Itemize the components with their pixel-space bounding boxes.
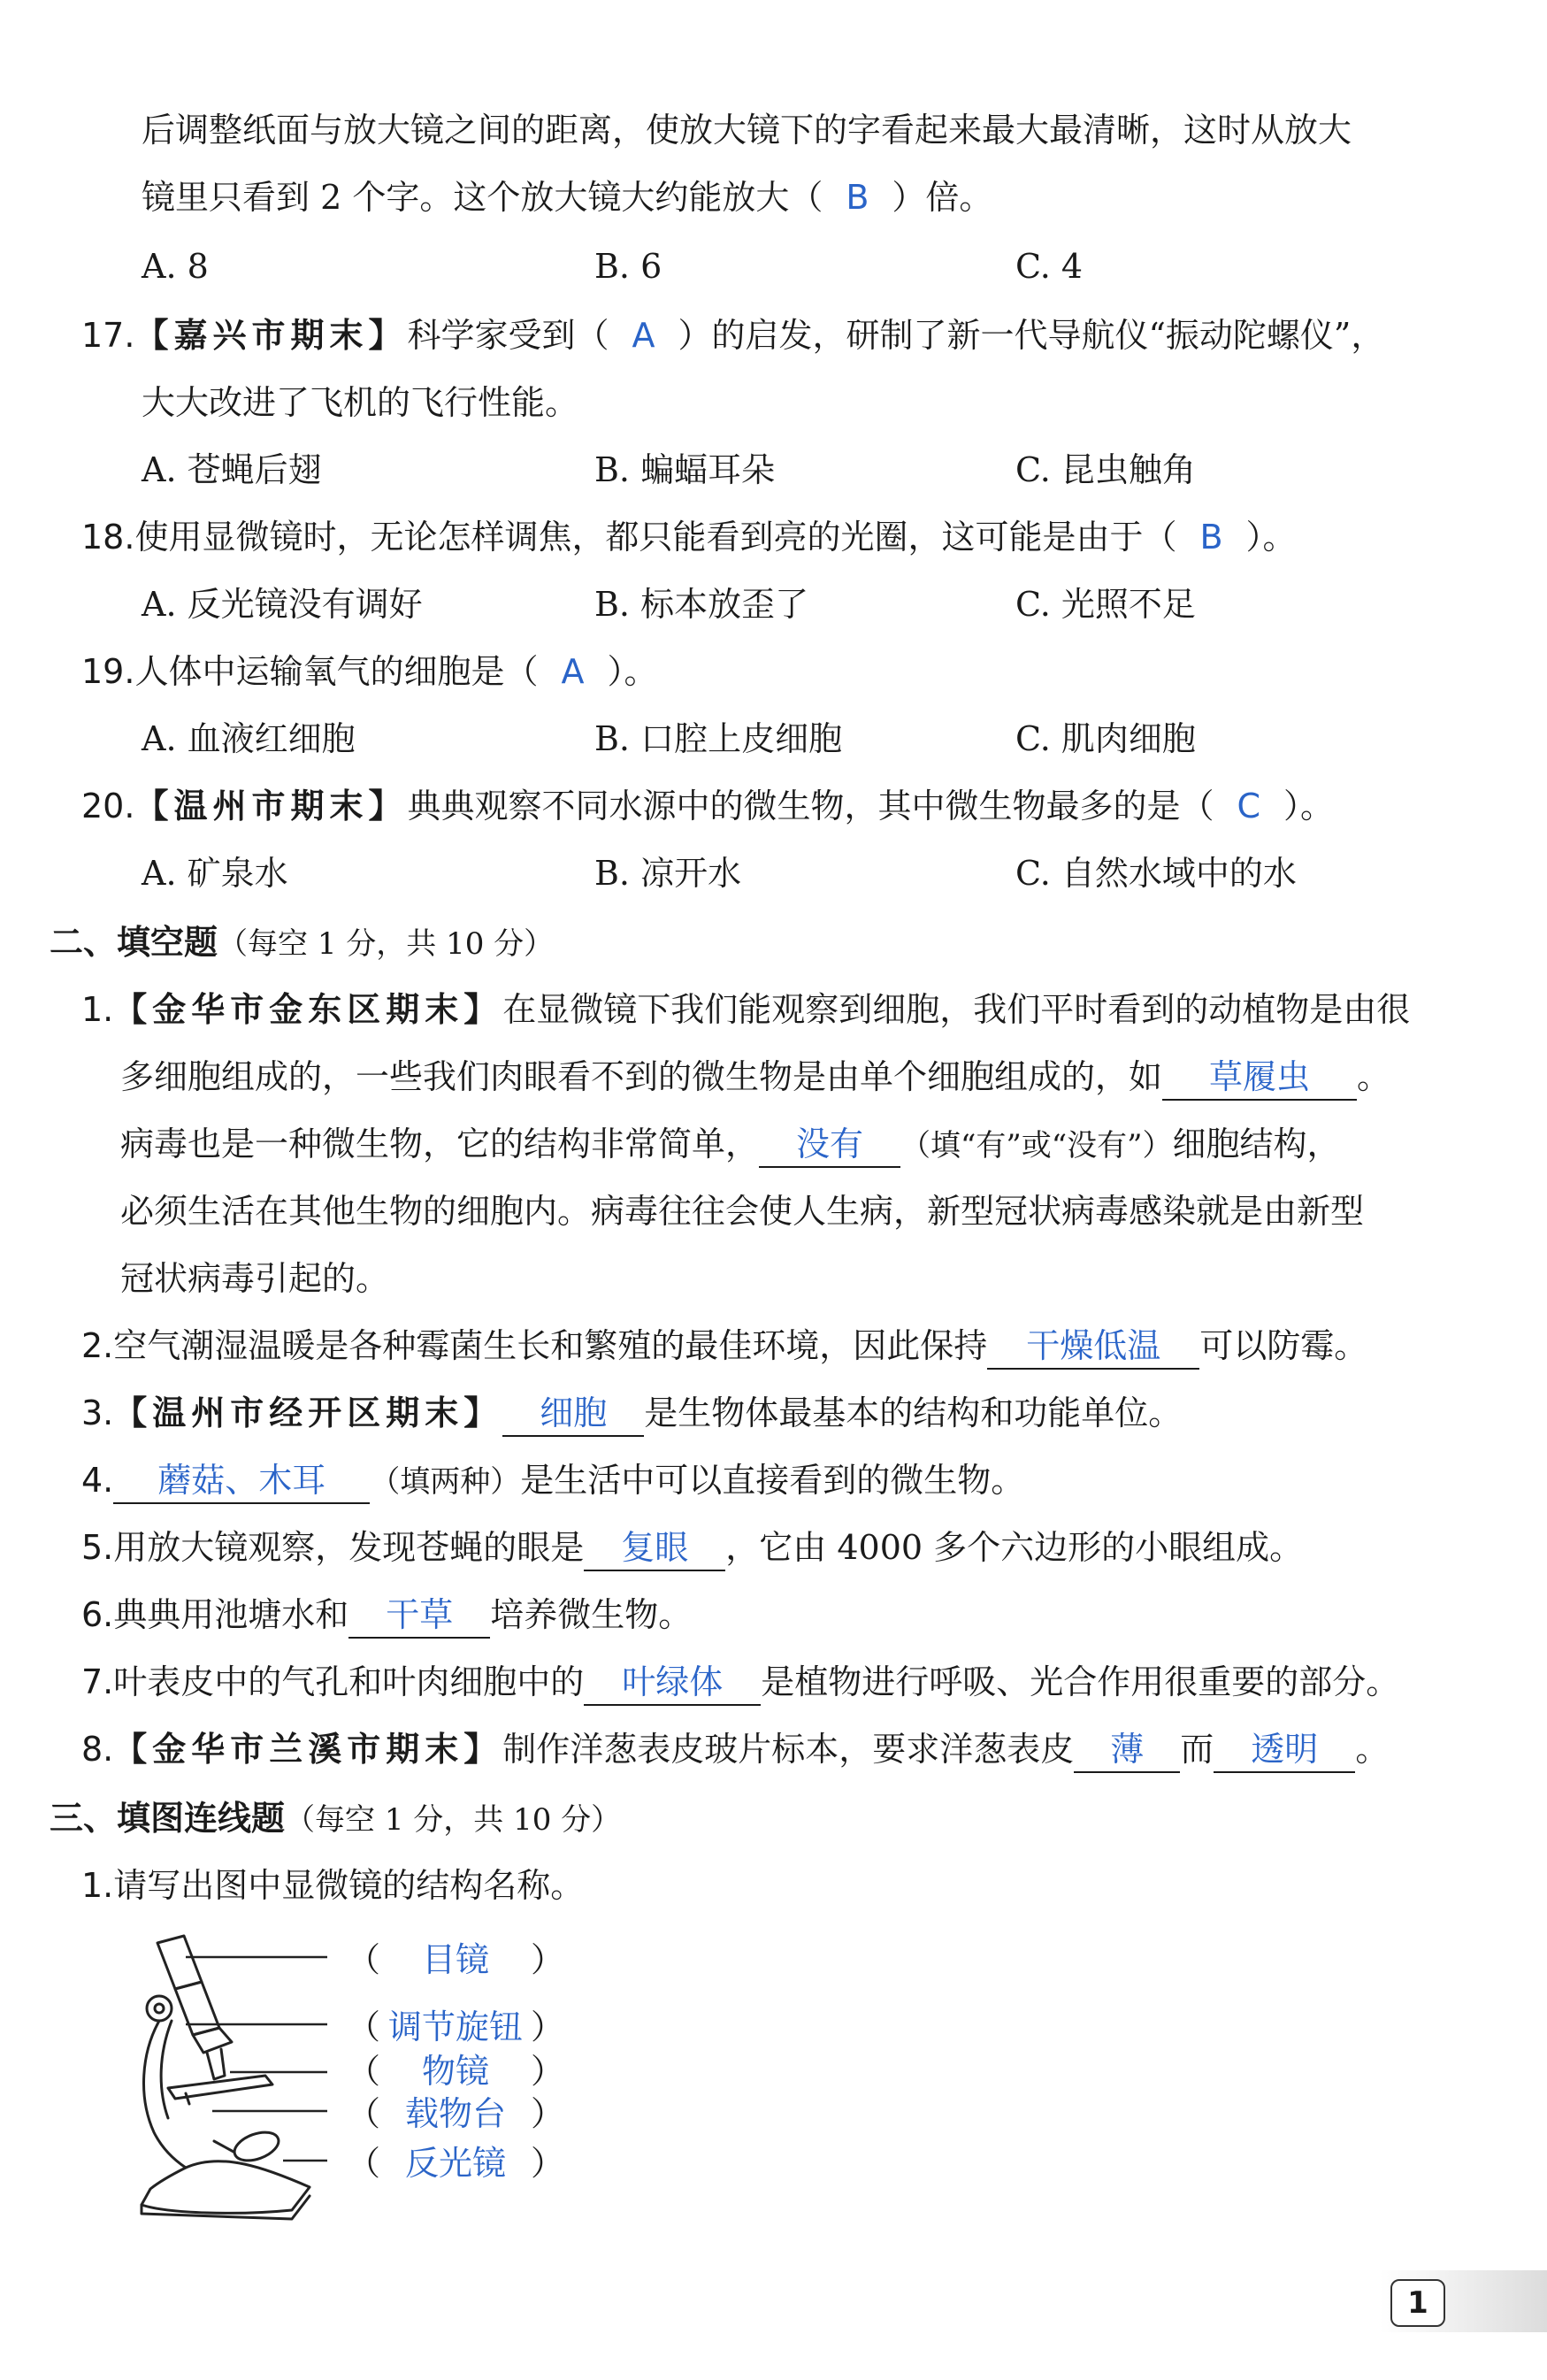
q16-line1: 后调整纸面与放大镜之间的距离，使放大镜下的字看起来最大最清晰，这时从放大: [142, 111, 1352, 150]
fill-1-answer-1: 草履虫: [1162, 1055, 1357, 1101]
section3-heading: 三、填图连线题（每空 1 分，共 10 分）: [50, 1799, 622, 1838]
q19-answer: A: [561, 652, 585, 691]
question-17: 17.【嘉兴市期末】科学家受到（ A ）的启发，研制了新一代导航仪“振动陀螺仪”，: [81, 315, 1385, 355]
q18-answer: B: [1199, 518, 1223, 557]
diagram-leader-lines: [177, 1929, 336, 2194]
q16-option-b: B. 6: [594, 247, 662, 286]
fill-1-line3: 病毒也是一种微生物，它的结构非常简单， 没有 （填“有”或“没有”）细胞结构，: [120, 1122, 1341, 1168]
q16-option-a: A. 8: [142, 247, 209, 286]
label-stage: （ 载物台 ）: [347, 2094, 565, 2133]
question-19: 19.人体中运输氧气的细胞是（ A ）。: [81, 652, 658, 691]
label-focus-knob: （ 调节旋钮 ）: [347, 2008, 565, 2046]
fill-1-line1: 1.【金华市金东区期末】在显微镜下我们能观察到细胞，我们平时看到的动植物是由很: [81, 989, 1411, 1029]
diagram-question-1: 1.请写出图中显微镜的结构名称。: [81, 1866, 585, 1905]
label-objective: （ 物镜 ）: [347, 2052, 565, 2091]
fill-8-source: 【金华市兰溪市期末】: [113, 1729, 503, 1769]
q20-option-b: B. 凉开水: [594, 854, 742, 893]
q20-option-c: C. 自然水域中的水: [1015, 854, 1297, 893]
q19-option-a: A. 血液红细胞: [142, 719, 356, 758]
fill-3-answer: 细胞: [502, 1391, 644, 1437]
q17-option-c: C. 昆虫触角: [1015, 450, 1196, 489]
fill-5: 5.用放大镜观察，发现苍蝇的眼是 复眼 ，它由 4000 多个六边形的小眼组成。: [81, 1525, 1303, 1571]
q16-option-c: C. 4: [1015, 247, 1084, 286]
q17-option-a: A. 苍蝇后翅: [142, 450, 322, 489]
q17-source: 【嘉兴市期末】: [134, 315, 408, 355]
fill-3-source: 【温州市经开区期末】: [113, 1393, 503, 1432]
fill-1-line5: 冠状病毒引起的。: [120, 1259, 390, 1298]
fill-1-source: 【金华市金东区期末】: [113, 989, 503, 1029]
question-20: 20.【温州市期末】典典观察不同水源中的微生物，其中微生物最多的是（ C ）。: [81, 786, 1335, 825]
fill-8: 8.【金华市兰溪市期末】制作洋葱表皮玻片标本，要求洋葱表皮 薄 而 透明 。: [81, 1727, 1389, 1773]
q18-option-c: C. 光照不足: [1015, 585, 1196, 624]
fill-4-answer: 蘑菇、木耳: [113, 1458, 370, 1504]
fill-1-answer-2: 没有: [759, 1122, 900, 1168]
q16-line2: 镜里只看到 2 个字。这个放大镜大约能放大（ B ）倍。: [142, 178, 993, 217]
label-eyepiece: （ 目镜 ）: [347, 1940, 565, 1979]
question-18: 18.使用显微镜时，无论怎样调焦，都只能看到亮的光圈，这可能是由于（ B ）。: [81, 518, 1297, 557]
q20-answer: C: [1237, 787, 1261, 825]
fill-5-answer: 复眼: [584, 1525, 725, 1571]
fill-8-answer-2: 透明: [1214, 1727, 1355, 1773]
q19-option-b: B. 口腔上皮细胞: [594, 719, 843, 758]
q16-answer: B: [846, 178, 869, 217]
fill-6-answer: 干草: [348, 1593, 490, 1639]
q19-option-c: C. 肌肉细胞: [1015, 719, 1196, 758]
page-number: 1: [1390, 2279, 1445, 2327]
fill-3: 3.【温州市经开区期末】 细胞 是生物体最基本的结构和功能单位。: [81, 1391, 1182, 1437]
section2-heading: 二、填空题（每空 1 分，共 10 分）: [50, 923, 555, 962]
fill-1-line4: 必须生活在其他生物的细胞内。病毒往往会使人生病，新型冠状病毒感染就是由新型: [120, 1192, 1365, 1231]
q20-source: 【温州市期末】: [134, 786, 408, 825]
fill-4: 4. 蘑菇、木耳 （填两种）是生活中可以直接看到的微生物。: [81, 1458, 1024, 1504]
q17-line2: 大大改进了飞机的飞行性能。: [142, 383, 579, 422]
q18-option-b: B. 标本放歪了: [594, 585, 809, 624]
fill-8-answer-1: 薄: [1074, 1727, 1180, 1773]
fill-7: 7.叶表皮中的气孔和叶肉细胞中的 叶绿体 是植物进行呼吸、光合作用很重要的部分。: [81, 1660, 1399, 1706]
fill-7-answer: 叶绿体: [584, 1660, 761, 1706]
q18-option-a: A. 反光镜没有调好: [142, 585, 423, 624]
fill-2-answer: 干燥低温: [987, 1324, 1199, 1370]
fill-2: 2.空气潮湿温暖是各种霉菌生长和繁殖的最佳环境，因此保持 干燥低温 可以防霉。: [81, 1324, 1367, 1370]
q20-option-a: A. 矿泉水: [142, 854, 288, 893]
fill-1-line2: 多细胞组成的，一些我们肉眼看不到的微生物是由单个细胞组成的，如 草履虫 。: [120, 1055, 1390, 1101]
label-mirror: （ 反光镜 ）: [347, 2144, 565, 2183]
q17-answer: A: [632, 316, 655, 355]
fill-6: 6.典典用池塘水和 干草 培养微生物。: [81, 1593, 692, 1639]
q17-option-b: B. 蝙蝠耳朵: [594, 450, 776, 489]
